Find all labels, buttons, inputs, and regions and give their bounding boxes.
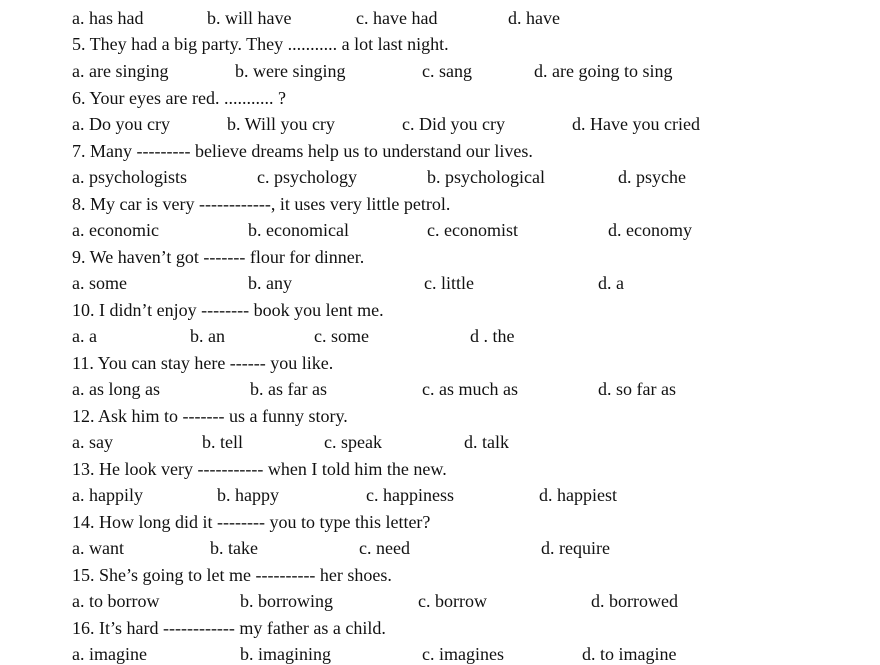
option-c: c. sang — [422, 61, 472, 81]
option-b: b. take — [210, 538, 258, 558]
option-d: d. economy — [608, 220, 692, 240]
option-d: d. so far as — [598, 379, 676, 399]
option-d: d. borrowed — [591, 591, 678, 611]
option-a: a. want — [72, 538, 124, 558]
question-14: 14. How long did it -------- you to type this letter? — [72, 512, 431, 532]
option-d: d. to imagine — [582, 644, 677, 664]
cut-off-question-4 — [70, 0, 860, 3]
option-c: c. need — [359, 538, 410, 558]
option-b: b. Will you cry — [227, 114, 335, 134]
question-7: 7. Many --------- believe dreams help us to understand our lives. — [72, 141, 533, 161]
option-b: b. happy — [217, 485, 279, 505]
question-6: 6. Your eyes are red. ........... ? — [72, 88, 286, 108]
option-a: a. psychologists — [72, 167, 187, 187]
option-b: b. economical — [248, 220, 349, 240]
option-d: d. psyche — [618, 167, 686, 187]
option-d: d. happiest — [539, 485, 617, 505]
option-d: d. have — [508, 8, 560, 28]
option-b: b. psychological — [427, 167, 545, 187]
option-a: a. a — [72, 326, 97, 346]
question-4-text — [70, 0, 860, 3]
question-11: 11. You can stay here ------ you like. — [72, 353, 334, 373]
option-a: a. imagine — [72, 644, 147, 664]
option-d: d. are going to sing — [534, 61, 673, 81]
option-a: a. happily — [72, 485, 143, 505]
option-c: c. little — [424, 273, 474, 293]
option-d: d. require — [541, 538, 610, 558]
option-c: c. happiness — [366, 485, 454, 505]
option-c: c. economist — [427, 220, 518, 240]
option-a: a. has had — [72, 8, 144, 28]
option-b: b. as far as — [250, 379, 327, 399]
option-d: d. Have you cried — [572, 114, 700, 134]
option-a: a. some — [72, 273, 127, 293]
option-a: a. to borrow — [72, 591, 160, 611]
option-d: d. talk — [464, 432, 509, 452]
option-b: b. an — [190, 326, 225, 346]
question-10: 10. I didn’t enjoy -------- book you lent me. — [72, 300, 384, 320]
question-12: 12. Ask him to ------- us a funny story. — [72, 406, 348, 426]
option-b: b. will have — [207, 8, 292, 28]
option-c: c. have had — [356, 8, 438, 28]
option-a: a. are singing — [72, 61, 169, 81]
question-13: 13. He look very ----------- when I told him the new. — [72, 459, 447, 479]
option-c: c. some — [314, 326, 369, 346]
option-b: b. were singing — [235, 61, 346, 81]
option-c: c. imagines — [422, 644, 504, 664]
question-8: 8. My car is very ------------, it uses very little petrol. — [72, 194, 451, 214]
question-9: 9. We haven’t got ------- flour for dinner. — [72, 247, 365, 267]
question-16: 16. It’s hard ------------ my father as a child. — [72, 618, 386, 638]
option-b: b. borrowing — [240, 591, 333, 611]
option-b: b. tell — [202, 432, 243, 452]
option-d: d. a — [598, 273, 624, 293]
option-a: a. as long as — [72, 379, 160, 399]
option-c: c. Did you cry — [402, 114, 505, 134]
option-d: d . the — [470, 326, 515, 346]
option-c: c. as much as — [422, 379, 518, 399]
option-a: a. economic — [72, 220, 159, 240]
option-a: a. say — [72, 432, 113, 452]
option-c: c. borrow — [418, 591, 487, 611]
option-b: b. any — [248, 273, 292, 293]
option-c: c. psychology — [257, 167, 357, 187]
question-5: 5. They had a big party. They ........... a lot last night. — [72, 34, 449, 54]
question-15: 15. She’s going to let me ---------- her shoes. — [72, 565, 392, 585]
option-a: a. Do you cry — [72, 114, 170, 134]
option-c: c. speak — [324, 432, 382, 452]
option-b: b. imagining — [240, 644, 331, 664]
